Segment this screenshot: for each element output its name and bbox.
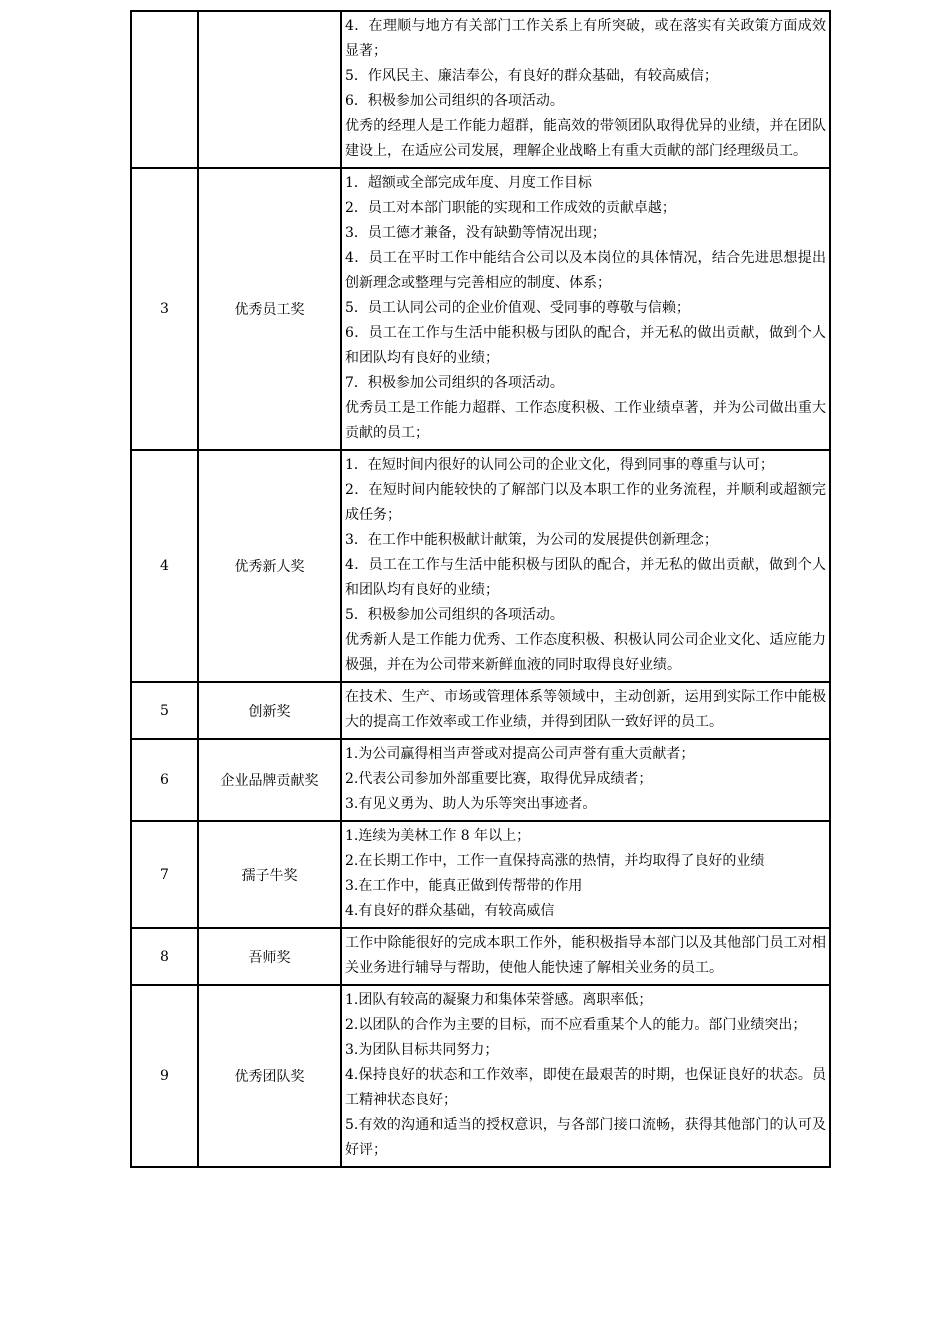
criteria-line: 3.为团队目标共同努力； <box>345 1042 499 1058</box>
award-criteria <box>341 168 830 450</box>
criteria-line: 6．积极参加公司组织的各项活动。 <box>345 93 564 109</box>
award-criteria <box>341 985 830 1167</box>
criteria-line: 4.保持良好的状态和工作效率，即使在最艰苦的时期，也保证良好的状态。员工精神状态良好； <box>345 1067 826 1108</box>
row-number: 3 <box>131 168 198 450</box>
criteria-line: 5.有效的沟通和适当的授权意识，与各部门接口流畅，获得其他部门的认可及好评； <box>345 1117 826 1158</box>
criteria-line: 3.在工作中，能真正做到传帮带的作用 <box>345 878 583 894</box>
award-criteria <box>341 11 830 168</box>
award-name: 创新奖 <box>198 682 341 739</box>
award-name: 吾师奖 <box>198 928 341 985</box>
row-number: 7 <box>131 821 198 928</box>
criteria-line: 3．在工作中能积极献计献策，为公司的发展提供创新理念； <box>345 532 718 548</box>
criteria-line: 4．员工在工作与生活中能积极与团队的配合，并无私的做出贡献，做到个人和团队均有良好的业绩； <box>345 557 826 598</box>
award-name: 优秀员工奖 <box>198 168 341 450</box>
criteria-line: 优秀的经理人是工作能力超群，能高效的带领团队取得优异的业绩，并在团队建设上，在适应公司发展，理解企业战略上有重大贡献的部门经理级员工。 <box>345 118 826 159</box>
award-table-body <box>131 11 830 1167</box>
criteria-line: 1．超额或全部完成年度、月度工作目标 <box>345 175 592 191</box>
criteria-line: 6．员工在工作与生活中能积极与团队的配合，并无私的做出贡献，做到个人和团队均有良好的业绩； <box>345 325 826 366</box>
table-row <box>131 739 830 821</box>
award-name: 孺子牛奖 <box>198 821 341 928</box>
row-number: 6 <box>131 739 198 821</box>
row-number: 4 <box>131 450 198 682</box>
table-row <box>131 821 830 928</box>
row-number: 5 <box>131 682 198 739</box>
table-row <box>131 11 830 168</box>
criteria-line: 在技术、生产、市场或管理体系等领域中，主动创新，运用到实际工作中能极大的提高工作效率或工作业绩，并得到团队一致好评的员工。 <box>345 689 826 730</box>
criteria-line: 1.团队有较高的凝聚力和集体荣誉感。离职率低； <box>345 992 653 1008</box>
award-table <box>130 10 831 1168</box>
award-criteria <box>341 450 830 682</box>
award-criteria <box>341 928 830 985</box>
award-criteria <box>341 739 830 821</box>
criteria-line: 4．在理顺与地方有关部门工作关系上有所突破，或在落实有关政策方面成效显著； <box>345 18 826 59</box>
criteria-line: 3.有见义勇为、助人为乐等突出事迹者。 <box>345 796 597 812</box>
table-row <box>131 450 830 682</box>
criteria-line: 2．员工对本部门职能的实现和工作成效的贡献卓越； <box>345 200 676 216</box>
criteria-line: 优秀新人是工作能力优秀、工作态度积极、积极认同公司企业文化、适应能力极强，并在为公司带来新鲜血液的同时取得良好业绩。 <box>345 632 826 673</box>
criteria-line: 4．员工在平时工作中能结合公司以及本岗位的具体情况，结合先进思想提出创新理念或整理与完善相应的制度、体系； <box>345 250 826 291</box>
row-number: 9 <box>131 985 198 1167</box>
table-row <box>131 928 830 985</box>
table-row <box>131 985 830 1167</box>
criteria-line: 3．员工德才兼备，没有缺勤等情况出现； <box>345 225 606 241</box>
criteria-line: 2.在长期工作中，工作一直保持高涨的热情，并均取得了良好的业绩 <box>345 853 765 869</box>
award-name: 优秀团队奖 <box>198 985 341 1167</box>
award-name: 企业品牌贡献奖 <box>198 739 341 821</box>
criteria-line: 5．积极参加公司组织的各项活动。 <box>345 607 564 623</box>
criteria-line: 5．作风民主、廉洁奉公，有良好的群众基础，有较高威信； <box>345 68 718 84</box>
criteria-line: 优秀员工是工作能力超群、工作态度积极、工作业绩卓著，并为公司做出重大贡献的员工； <box>345 400 826 441</box>
criteria-line: 2.代表公司参加外部重要比赛，取得优异成绩者； <box>345 771 653 787</box>
criteria-line: 1．在短时间内很好的认同公司的企业文化，得到同事的尊重与认可； <box>345 457 774 473</box>
criteria-line: 1.为公司赢得相当声誉或对提高公司声誉有重大贡献者； <box>345 746 695 762</box>
table-row <box>131 168 830 450</box>
criteria-line: 4.有良好的群众基础，有较高威信 <box>345 903 555 919</box>
criteria-line: 2.以团队的合作为主要的目标，而不应看重某个人的能力。部门业绩突出； <box>345 1017 807 1033</box>
award-name: 优秀新人奖 <box>198 450 341 682</box>
award-criteria <box>341 821 830 928</box>
award-name <box>198 11 341 168</box>
criteria-line: 1.连续为美林工作 8 年以上； <box>345 828 531 844</box>
award-criteria <box>341 682 830 739</box>
criteria-line: 工作中除能很好的完成本职工作外，能积极指导本部门以及其他部门员工对相关业务进行辅导与帮助，使他人能快速了解相关业务的员工。 <box>345 935 826 976</box>
criteria-line: 5．员工认同公司的企业价值观、受同事的尊敬与信赖； <box>345 300 690 316</box>
row-number <box>131 11 198 168</box>
table-row <box>131 682 830 739</box>
criteria-line: 2．在短时间内能较快的了解部门以及本职工作的业务流程，并顺利或超额完成任务； <box>345 482 826 523</box>
criteria-line: 7．积极参加公司组织的各项活动。 <box>345 375 564 391</box>
row-number: 8 <box>131 928 198 985</box>
